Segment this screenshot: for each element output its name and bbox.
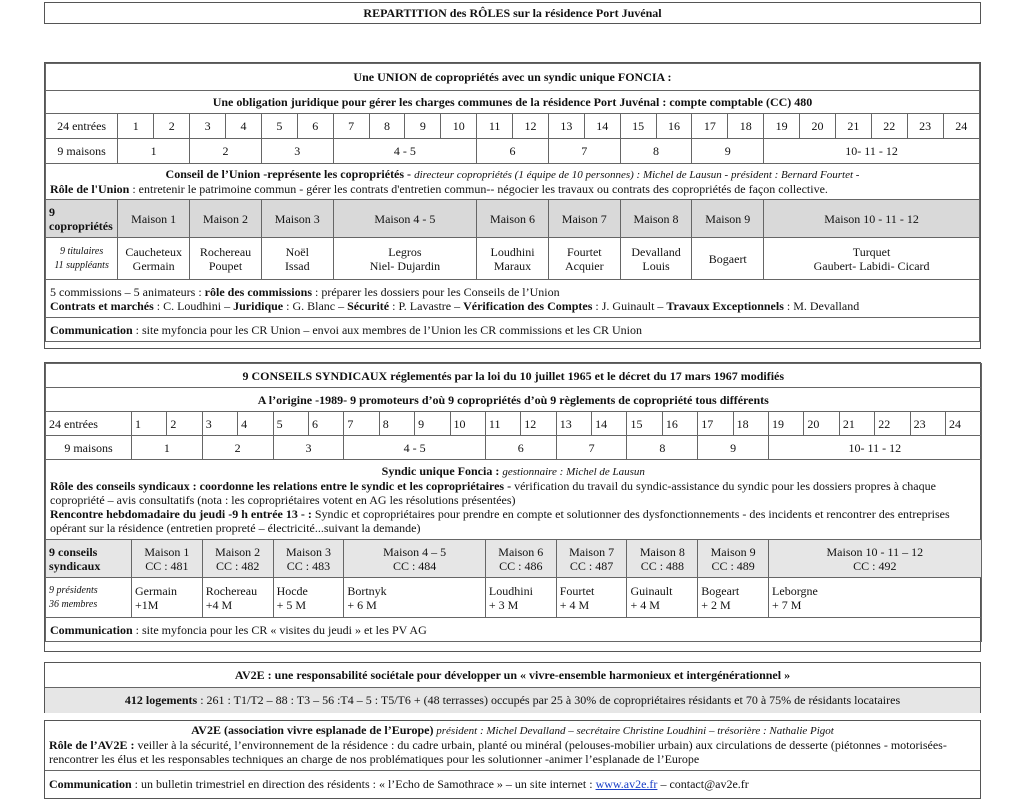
union-entree-5: 5 xyxy=(261,114,297,139)
union-entree-21: 21 xyxy=(835,114,871,139)
cs-maison-5: 6 xyxy=(485,436,556,460)
contrats-text: : C. Loudhini – xyxy=(153,298,234,313)
cs-name-4: Bortnyk + 6 M xyxy=(344,578,486,618)
cs-header-3: Maison 3 CC : 483 xyxy=(273,540,344,578)
securite-text: : P. Lavastre – xyxy=(389,298,464,313)
union-entree-15: 15 xyxy=(620,114,656,139)
av2e-comm-text: : un bulletin trimestriel en direction des résidents : « l’Echo de Samothrace » – un site internet : xyxy=(131,777,596,791)
union-entree-13: 13 xyxy=(548,114,584,139)
commissions-cell xyxy=(46,280,980,318)
av2e-comm-label: Communication xyxy=(49,777,132,791)
cs-name-6: Fourtet + 4 M xyxy=(556,578,627,618)
cs-entree-2: 2 xyxy=(167,412,202,436)
cs-header-2: Maison 2 CC : 482 xyxy=(202,540,273,578)
cs-maison-8: 9 xyxy=(698,436,769,460)
cs-header-8: Maison 9 CC : 489 xyxy=(698,540,769,578)
verif-label: Vérification des Comptes xyxy=(463,298,593,313)
cs-label-cell xyxy=(46,540,132,578)
membres: 36 membres xyxy=(49,598,98,610)
union-entrees-row xyxy=(46,114,980,139)
union-name-4: Legros Niel- Dujardin xyxy=(333,238,477,280)
cs-maison-4: 4 - 5 xyxy=(344,436,486,460)
cs-role-label: Rôle des conseils syndicaux : coordonne les relations entre le syndic et les copropriétaires - xyxy=(50,479,512,493)
conseils-section xyxy=(44,362,981,652)
conseils-entrees-row xyxy=(46,412,982,436)
cs-entree-10: 10 xyxy=(450,412,485,436)
cs-maison-1: 1 xyxy=(132,436,203,460)
copro-header-1: Maison 1 xyxy=(118,200,190,238)
cs-entree-3: 3 xyxy=(202,412,237,436)
commissions-intro: 5 commissions – 5 animateurs : xyxy=(50,284,205,299)
cs-label1: 9 conseils xyxy=(49,544,98,559)
union-entree-7: 7 xyxy=(333,114,369,139)
union-entree-1: 1 xyxy=(118,114,154,139)
contrats-label: Contrats et marchés xyxy=(50,298,154,313)
cs-entree-21: 21 xyxy=(839,412,874,436)
union-name-2: Rochereau Poupet xyxy=(190,238,262,280)
copro-header-4: Maison 4 - 5 xyxy=(333,200,477,238)
cs-name-1: Germain +1M xyxy=(132,578,203,618)
copro-header-9: Maison 10 - 11 - 12 xyxy=(764,200,980,238)
cs-header-4: Maison 4 – 5 CC : 484 xyxy=(344,540,486,578)
union-maison-5: 6 xyxy=(477,139,549,164)
union-conseil-cell xyxy=(46,164,980,200)
cs-entree-6: 6 xyxy=(308,412,343,436)
cs-entree-5: 5 xyxy=(273,412,308,436)
cs-maison-3: 3 xyxy=(273,436,344,460)
logements-label: 412 logements xyxy=(124,693,198,707)
union-entree-23: 23 xyxy=(907,114,943,139)
cs-entree-16: 16 xyxy=(662,412,697,436)
juridique-text: : G. Blanc – xyxy=(283,298,348,313)
copro-header-5: Maison 6 xyxy=(477,200,549,238)
conseil-title: Conseil de l’Union -représente les copropriétés - xyxy=(165,167,412,181)
union-table xyxy=(45,63,980,342)
cs-header-6: Maison 7 CC : 487 xyxy=(556,540,627,578)
conseils-maisons-row xyxy=(46,436,982,460)
cs-entree-12: 12 xyxy=(521,412,556,436)
cs-entree-8: 8 xyxy=(379,412,414,436)
suppleants: 11 suppléants xyxy=(54,259,109,271)
av2e-role-label: Rôle de l’AV2E : xyxy=(49,738,135,752)
c-entrees-label: 24 entrées xyxy=(46,412,132,436)
copro-header-7: Maison 8 xyxy=(620,200,692,238)
av2e-communication xyxy=(45,771,980,798)
union-entree-8: 8 xyxy=(369,114,405,139)
cs-name-7: Guinault + 4 M xyxy=(627,578,698,618)
union-maisons-row xyxy=(46,139,980,164)
logements-line xyxy=(45,688,980,713)
copro-header-row xyxy=(46,200,980,238)
union-name-7: Devalland Louis xyxy=(620,238,692,280)
presidents: 9 présidents xyxy=(49,584,98,596)
cs-comm-label: Communication xyxy=(50,622,133,637)
conseils-heading1: 9 CONSEILS SYNDICAUX réglementés par la loi du 10 juillet 1965 et le décret du 17 mars 1967 modifiés xyxy=(46,364,982,388)
union-entree-3: 3 xyxy=(190,114,226,139)
presidents-cell xyxy=(46,578,132,618)
cs-entree-22: 22 xyxy=(875,412,910,436)
conseils-heading2: A l’origine -1989- 9 promoteurs d’où 9 copropriétés d’où 9 règlements de copropriété tous différents xyxy=(46,388,982,412)
cs-maison-2: 2 xyxy=(202,436,273,460)
union-entree-16: 16 xyxy=(656,114,692,139)
syndic-title: Syndic unique Foncia : xyxy=(381,464,503,478)
union-name-5: Loudhini Maraux xyxy=(477,238,549,280)
union-entree-18: 18 xyxy=(728,114,764,139)
union-maison-2: 2 xyxy=(190,139,262,164)
travaux-label: Travaux Exceptionnels xyxy=(666,298,784,313)
cs-header-1: Maison 1 CC : 481 xyxy=(132,540,203,578)
union-name-9: Turquet Gaubert- Labidi- Cicard xyxy=(764,238,980,280)
cs-header-5: Maison 6 CC : 486 xyxy=(485,540,556,578)
av2e-role-block xyxy=(45,721,980,771)
union-maison-6: 7 xyxy=(548,139,620,164)
av2e-role-text: veiller à la sécurité, l’environnement de la résidence : du cadre urbain, planté ou minéral (pelouses-mobilier urbain) aux circulations de desserte (piétonnes - motorisées- rencontrer les élus et les responsables techniques an charge de nos problématiques pour les solutionner -animer l’esplanade de l’Europe xyxy=(49,738,947,766)
copro-label: 9 copropriétés xyxy=(46,200,118,238)
union-maison-9: 10- 11 - 12 xyxy=(764,139,980,164)
titulaires-cell xyxy=(46,238,118,280)
cs-names-row xyxy=(46,578,982,618)
rencontre-label: Rencontre hebdomadaire du jeudi -9 h entrée 13 - : xyxy=(50,507,312,521)
cs-comm-text: : site myfoncia pour les CR « visites du jeudi » et les PV AG xyxy=(132,622,427,637)
juridique-label: Juridique xyxy=(233,298,284,313)
cs-entree-23: 23 xyxy=(910,412,945,436)
cs-name-3: Hocde + 5 M xyxy=(273,578,344,618)
av2e-banner-heading: AV2E : une responsabilité sociétale pour développer un « vivre-ensemble harmonieux et intergénérationnel » xyxy=(45,663,980,688)
c-maisons-label: 9 maisons xyxy=(46,436,132,460)
av2e-section xyxy=(44,720,981,799)
union-heading2: Une obligation juridique pour gérer les charges communes de la résidence Port Juvénal : compte comptable (CC) 480 xyxy=(46,91,980,114)
union-communication xyxy=(46,318,980,342)
titulaires: 9 titulaires xyxy=(59,245,104,257)
cs-header-7: Maison 8 CC : 488 xyxy=(627,540,698,578)
cs-name-8: Bogeart + 2 M xyxy=(698,578,769,618)
union-entree-24: 24 xyxy=(943,114,979,139)
union-entree-14: 14 xyxy=(584,114,620,139)
cs-header-row xyxy=(46,540,982,578)
conseils-communication xyxy=(46,618,982,642)
syndic-detail: gestionnaire : Michel de Lausun xyxy=(502,466,645,478)
cs-entree-19: 19 xyxy=(769,412,804,436)
union-entree-6: 6 xyxy=(297,114,333,139)
union-name-3: Noël Issad xyxy=(261,238,333,280)
union-entree-12: 12 xyxy=(513,114,549,139)
maisons-label: 9 maisons xyxy=(46,139,118,164)
cs-entree-15: 15 xyxy=(627,412,662,436)
cs-entree-1: 1 xyxy=(132,412,167,436)
union-comm-text: : site myfoncia pour les CR Union – envoi aux membres de l’Union les CR commissions et les CR Union xyxy=(132,322,642,337)
rencontre-text: Syndic et copropriétaires pour prendre en compte et solutionner des dysfonctionnements - des incidents et rencontrer des entreprises opérant sur la résidence (entretien propreté – électricité...suivant la demande) xyxy=(50,507,950,535)
cs-entree-11: 11 xyxy=(485,412,520,436)
union-maison-8: 9 xyxy=(692,139,764,164)
union-entree-20: 20 xyxy=(800,114,836,139)
conseil-detail: directeur copropriétés (1 équipe de 10 personnes) : Michel de Lausun - président : Bernard Fourtet - xyxy=(414,169,860,181)
union-entree-11: 11 xyxy=(477,114,513,139)
cs-entree-18: 18 xyxy=(733,412,768,436)
page-title-box xyxy=(44,2,981,24)
commissions-role: : préparer les dossiers pour les Conseils de l’Union xyxy=(311,284,560,299)
cs-name-9: Leborgne + 7 M xyxy=(769,578,982,618)
union-entree-19: 19 xyxy=(764,114,800,139)
travaux-text: : M. Devalland xyxy=(783,298,860,313)
cs-entree-24: 24 xyxy=(945,412,981,436)
union-name-6: Fourtet Acquier xyxy=(548,238,620,280)
cs-entree-13: 13 xyxy=(556,412,591,436)
union-names-row xyxy=(46,238,980,280)
av2e-comm-end: – contact@av2e.fr xyxy=(657,777,749,791)
cs-entree-4: 4 xyxy=(238,412,273,436)
securite-label: Sécurité xyxy=(347,298,390,313)
cs-name-5: Loudhini + 3 M xyxy=(485,578,556,618)
cs-entree-14: 14 xyxy=(592,412,627,436)
union-section xyxy=(44,62,981,349)
cs-maison-9: 10- 11 - 12 xyxy=(769,436,982,460)
cs-header-9: Maison 10 - 11 – 12 CC : 492 xyxy=(769,540,982,578)
cs-name-2: Rochereau +4 M xyxy=(202,578,273,618)
copro-header-6: Maison 7 xyxy=(548,200,620,238)
cs-entree-17: 17 xyxy=(698,412,733,436)
verif-text: : J. Guinault – xyxy=(592,298,667,313)
cs-entree-9: 9 xyxy=(415,412,450,436)
union-maison-1: 1 xyxy=(118,139,190,164)
union-entree-9: 9 xyxy=(405,114,441,139)
cs-entree-20: 20 xyxy=(804,412,839,436)
cs-role-text: vérification du travail du syndic-assistance du syndic pour les dossiers propres à chaque copropriété – avis consultatifs (nota : les copropriétaires votent en AG les résolutions présentées) xyxy=(50,479,936,507)
logements-text: : 261 : T1/T2 – 88 : T3 – 56 :T4 – 5 : T5/T6 + (48 terrasses) occupés par 25 à 30% de copropriétaires résidants et 70 à 75% de résidants locataires xyxy=(197,693,901,707)
page-title: REPARTITION des RÔLES sur la résidence Port Juvénal xyxy=(363,6,662,20)
copro-header-8: Maison 9 xyxy=(692,200,764,238)
union-entree-22: 22 xyxy=(871,114,907,139)
cs-maison-7: 8 xyxy=(627,436,698,460)
union-entree-10: 10 xyxy=(441,114,477,139)
union-entree-4: 4 xyxy=(226,114,262,139)
website-link[interactable]: www.av2e.fr xyxy=(595,777,658,791)
entrees-label: 24 entrées xyxy=(46,114,118,139)
syndic-cell xyxy=(46,460,982,540)
copro-header-3: Maison 3 xyxy=(261,200,333,238)
av2e-banner xyxy=(44,662,981,713)
union-comm-label: Communication xyxy=(50,322,133,337)
cs-entree-7: 7 xyxy=(344,412,379,436)
commissions-role-label: rôle des commissions xyxy=(204,284,312,299)
union-maison-7: 8 xyxy=(620,139,692,164)
cs-label2: syndicaux xyxy=(49,558,101,573)
conseils-table xyxy=(45,363,982,642)
union-heading1: Une UNION de copropriétés avec un syndic unique FONCIA : xyxy=(46,64,980,91)
union-maison-3: 3 xyxy=(261,139,333,164)
av2e-title-detail: président : Michel Devalland – secrétaire Christine Loudhini – trésorière : Nathalie Pigot xyxy=(433,725,834,737)
union-name-1: Caucheteux Germain xyxy=(118,238,190,280)
role-union-text: : entretenir le patrimoine commun - gérer les contrats d'entretien commun-- négocier les travaux ou contrats des copropriétés de façon collective. xyxy=(129,182,828,196)
av2e-title: AV2E (association vivre esplanade de l’Europe) xyxy=(191,723,434,737)
union-entree-17: 17 xyxy=(692,114,728,139)
role-union-label: Rôle de l'Union xyxy=(50,182,130,196)
copro-header-2: Maison 2 xyxy=(190,200,262,238)
union-entree-2: 2 xyxy=(154,114,190,139)
union-name-8: Bogaert xyxy=(692,238,764,280)
union-maison-4: 4 - 5 xyxy=(333,139,477,164)
cs-maison-6: 7 xyxy=(556,436,627,460)
